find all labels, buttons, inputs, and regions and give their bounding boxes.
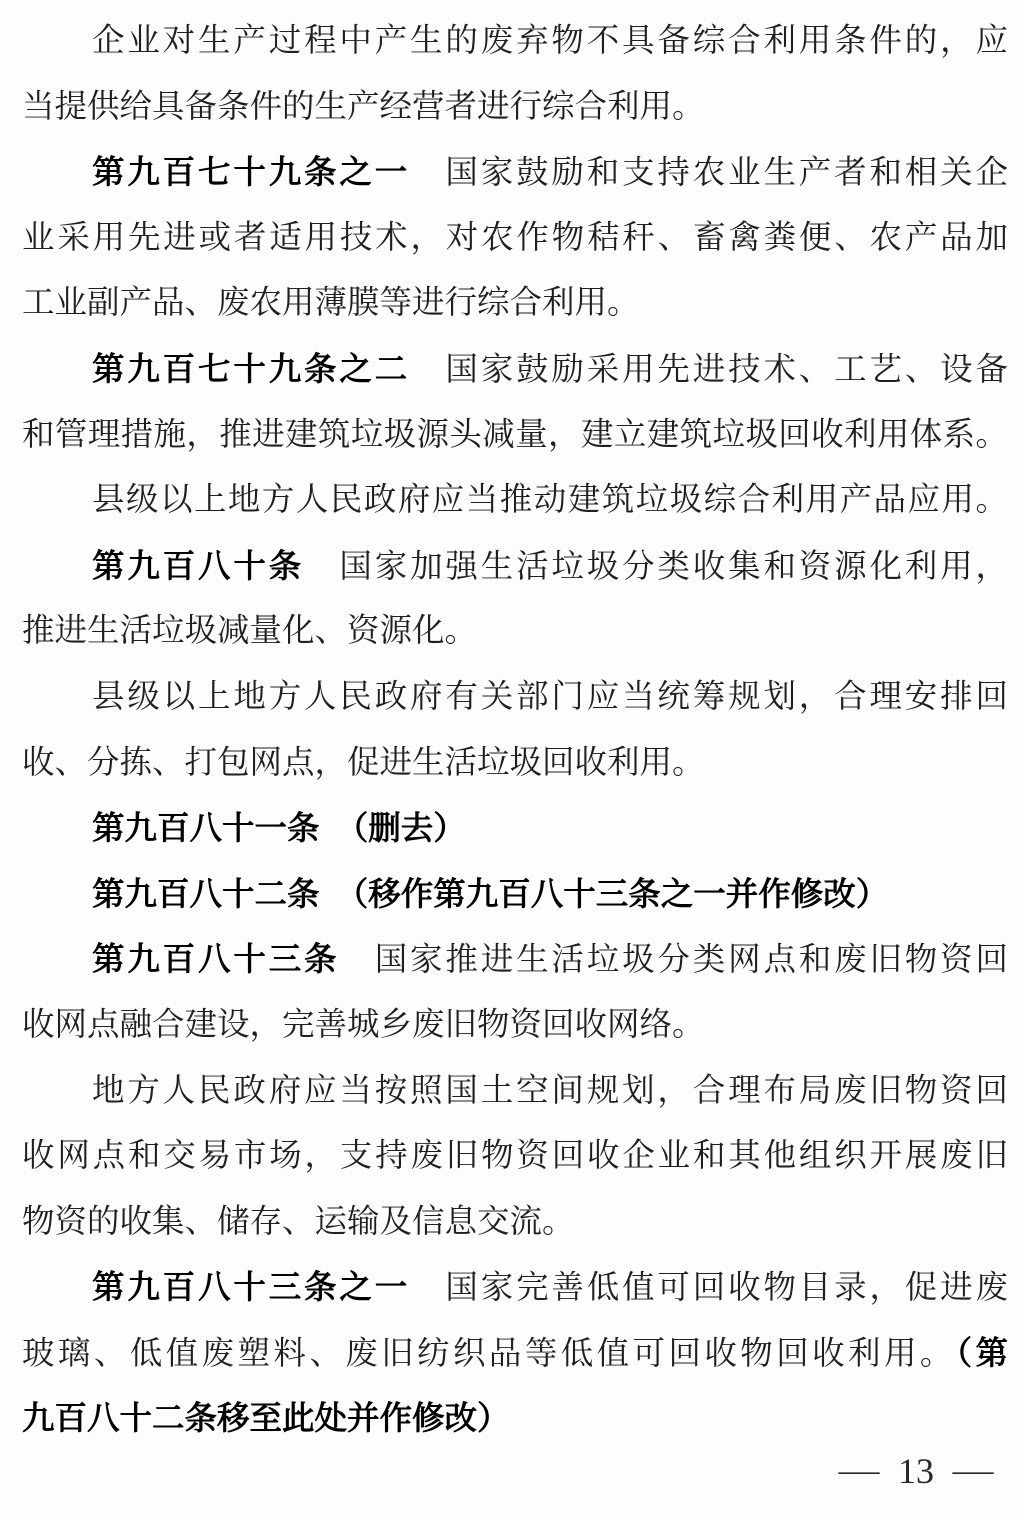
body-text: 国家加强生活垃圾分类收集和资源化利用， (304, 548, 1008, 585)
body-text: 当提供给具备条件的生产经营者进行综合利用。 (22, 88, 705, 125)
body-text: 工业副产品、废农用薄膜等进行综合利用。 (22, 285, 640, 322)
body-text: 国家完善低值可回收物目录，促进废 (410, 1270, 1008, 1307)
article-heading: 第九百八十三条 (92, 941, 340, 978)
article-heading: 第九百七十九条之二 (92, 350, 411, 387)
body-text: 地方人民政府应当按照国土空间规划，合理布局废旧物资回 (92, 1072, 1008, 1109)
body-text: 企业对生产过程中产生的废弃物不具备综合利用条件的，应 (92, 23, 1008, 59)
article-heading: 第九百七十九条之一 (92, 154, 411, 191)
text-line (22, 1386, 1008, 1452)
footer-dash-right: — (952, 1452, 994, 1489)
text-line (22, 993, 1008, 1059)
body-text: 收网点和交易市场，支持废旧物资回收企业和其他组织开展废旧 (22, 1138, 1008, 1175)
body-text: 国家鼓励采用先进技术、工艺、设备 (410, 351, 1008, 388)
text-line (22, 731, 1008, 797)
text-line (22, 665, 1008, 731)
text-line (22, 796, 1008, 862)
body-text: 国家推进生活垃圾分类网点和废旧物资回 (339, 942, 1008, 979)
document-body (22, 9, 1008, 1452)
article-heading: 第九百八十条 (92, 547, 305, 584)
body-text: 县级以上地方人民政府有关部门应当统筹规划，合理安排回 (92, 678, 1008, 715)
text-line (22, 862, 1008, 928)
body-text: 县级以上地方人民政府应当推动建筑垃圾综合利用产品应用。 (92, 482, 1008, 519)
text-line (22, 1255, 1008, 1321)
text-line (22, 1124, 1008, 1190)
text-line (22, 337, 1008, 403)
text-line (22, 534, 1008, 600)
page-footer (838, 1450, 994, 1492)
text-line (22, 140, 1008, 206)
footer-dash-left: — (838, 1452, 880, 1489)
text-line (22, 599, 1008, 665)
text-line (22, 1059, 1008, 1125)
article-heading: 九百八十二条移至此处并作修改） (22, 1400, 510, 1437)
text-line (22, 1321, 1008, 1387)
text-line (22, 75, 1008, 141)
article-heading: 第九百八十一条 （删去） (92, 810, 466, 847)
body-text: 收、分拣、打包网点，促进生活垃圾回收利用。 (22, 744, 705, 781)
text-line (22, 9, 1008, 75)
text-line (22, 271, 1008, 337)
page-number: 13 (898, 1451, 934, 1491)
text-line (22, 927, 1008, 993)
article-heading: （第 (955, 1334, 1008, 1371)
body-text: 业采用先进或者适用技术，对农作物秸秆、畜禽粪便、农产品加 (22, 219, 1008, 256)
article-heading: 第九百八十三条之一 (92, 1269, 411, 1306)
text-line (22, 1190, 1008, 1256)
body-text: 推进生活垃圾减量化、资源化。 (22, 613, 478, 650)
body-text: 国家鼓励和支持农业生产者和相关企 (410, 155, 1008, 192)
article-heading: 第九百八十二条 （移作第九百八十三条之一并作修改） (92, 875, 889, 912)
body-text: 玻璃、低值废塑料、废旧纺织品等低值可回收物回收利用。 (22, 1335, 956, 1372)
text-line (22, 468, 1008, 534)
text-line (22, 403, 1008, 469)
body-text: 物资的收集、储存、运输及信息交流。 (22, 1203, 575, 1240)
text-line (22, 206, 1008, 272)
body-text: 收网点融合建设，完善城乡废旧物资回收网络。 (22, 1006, 705, 1043)
body-text: 和管理措施，推进建筑垃圾源头减量，建立建筑垃圾回收利用体系。 (22, 416, 1008, 453)
